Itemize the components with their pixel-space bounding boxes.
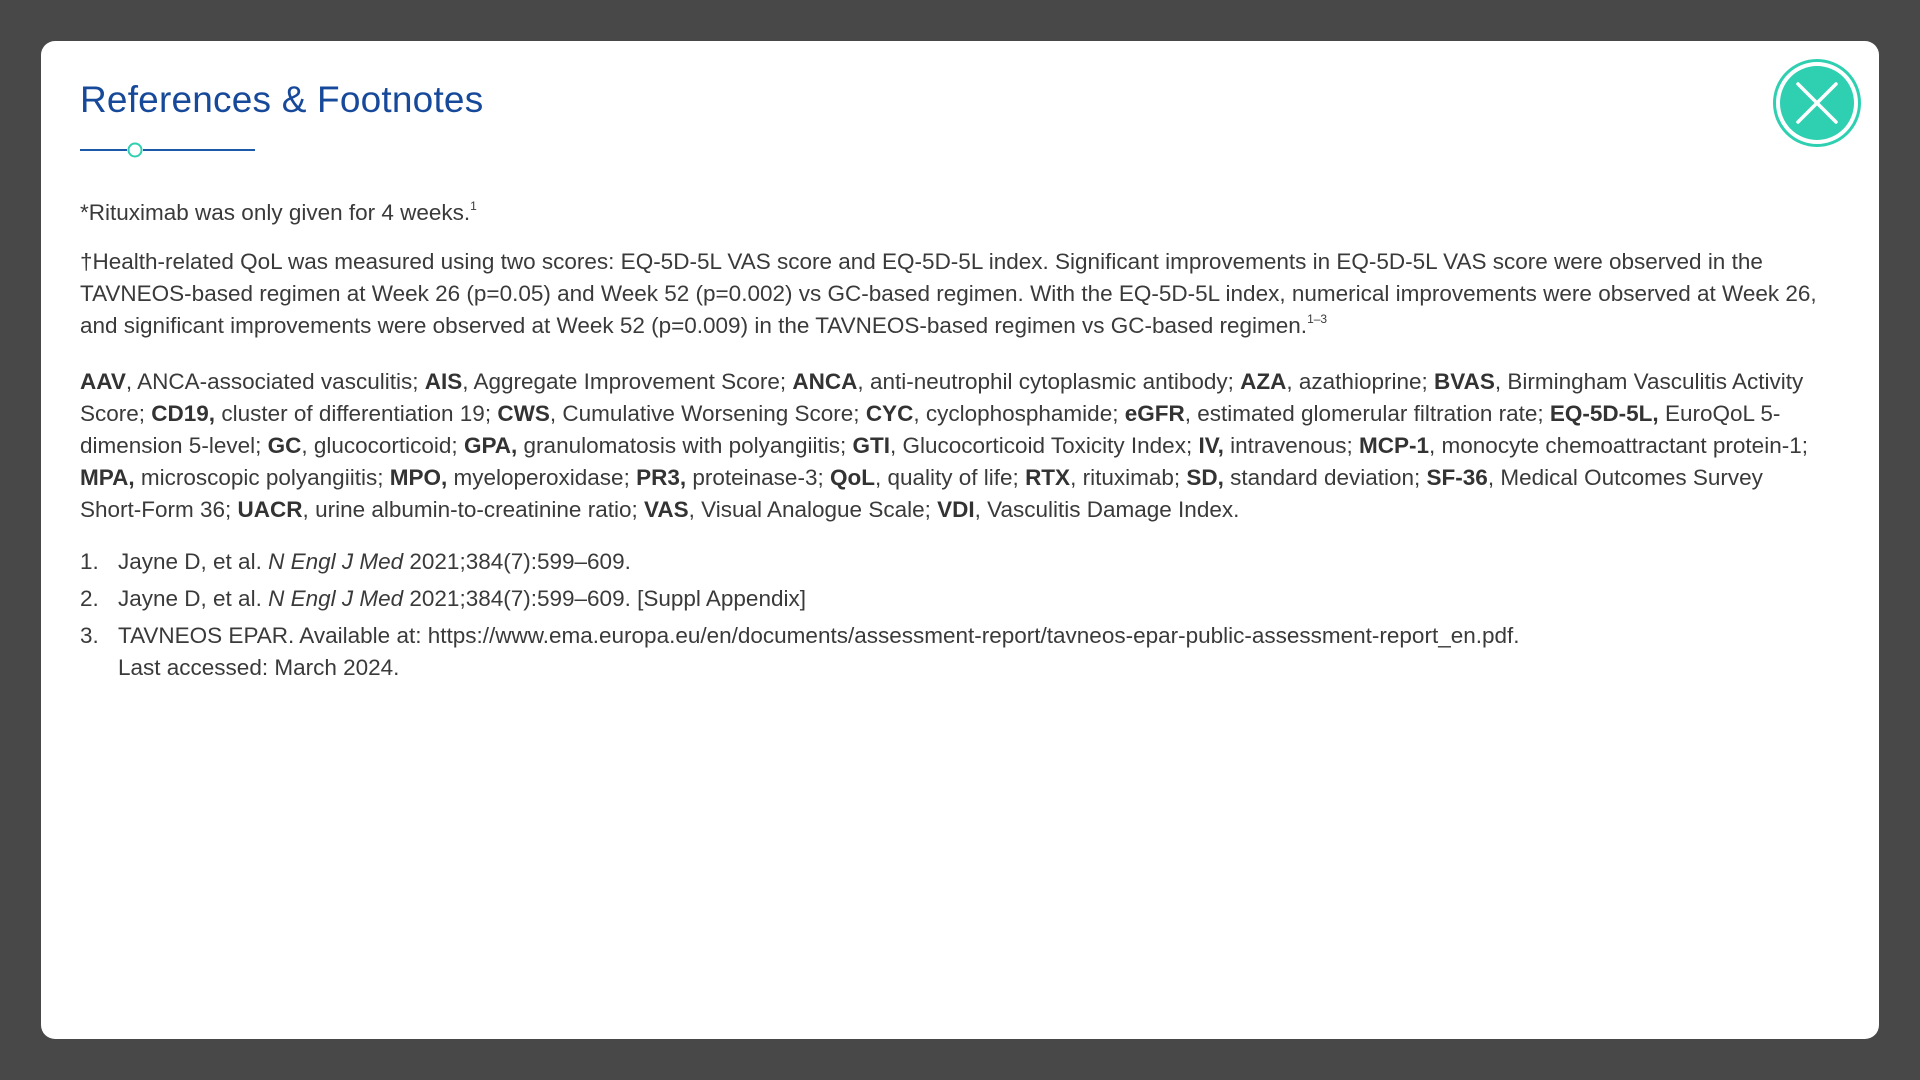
abbreviation-definition: rituximab; — [1082, 465, 1187, 490]
abbreviation-term: PR3, — [636, 465, 687, 490]
abbreviation-term: IV, — [1198, 433, 1224, 458]
abbreviation-term: BVAS — [1434, 369, 1495, 394]
reference-item: 3. TAVNEOS EPAR. Available at: https://www.ema.europa.eu/en/documents/assessment-report/tavneos-epar-public-assessment-report_en.pdf. Last accessed: March 2024. — [80, 623, 1520, 680]
abbreviation-definition: estimated glomerular filtration rate; — [1197, 401, 1550, 426]
abbreviation-term: AIS — [424, 369, 463, 394]
abbreviation-term: eGFR — [1124, 401, 1185, 426]
abbreviation-definition: microscopic polyangiitis; — [140, 465, 390, 490]
abbreviation-definition: , — [874, 465, 888, 490]
abbreviation-definition: , — [1429, 433, 1442, 458]
abbreviation-term: ANCA — [792, 369, 858, 394]
abbreviation-definition: standard deviation; — [1230, 465, 1427, 490]
abbreviation-term: UACR — [237, 497, 303, 522]
abbreviation-definition: , — [1286, 369, 1299, 394]
abbreviation-term: MPO, — [389, 465, 448, 490]
abbreviation-definition: Glucocorticoid Toxicity Index; — [902, 433, 1199, 458]
abbreviation-definition: ANCA-associated vasculitis; — [137, 369, 425, 394]
abbreviation-definition: , — [301, 433, 314, 458]
abbreviation-term: CD19, — [151, 401, 216, 426]
abbreviation-definition: , — [688, 497, 702, 522]
abbreviation-definition: , — [462, 369, 474, 394]
abbreviation-definition: , — [1494, 369, 1508, 394]
abbreviation-definition: intravenous; — [1230, 433, 1359, 458]
abbreviation-definition: Birmingham Vasculitis Activity Score; — [80, 369, 1804, 426]
abbreviation-term: CWS — [497, 401, 550, 426]
abbreviation-term: SF-36 — [1426, 465, 1488, 490]
abbreviation-definition: , — [857, 369, 870, 394]
abbreviation-definition: monocyte chemoattractant protein-1; — [1441, 433, 1808, 458]
reference-item: 2. Jayne D, et al. N Engl J Med 2021;384(7):599–609. [Suppl Appendix] — [80, 586, 806, 611]
abbreviation-definition: , — [1070, 465, 1083, 490]
abbreviation-term: GTI — [852, 433, 890, 458]
abbreviation-term: VAS — [643, 497, 689, 522]
abbreviation-definition: cyclophosphamide; — [925, 401, 1125, 426]
close-icon — [1780, 66, 1854, 140]
references-modal — [41, 41, 1879, 1039]
abbreviation-term: MPA, — [80, 465, 135, 490]
reference-item: 1. Jayne D, et al. N Engl J Med 2021;384(7):599–609. — [80, 549, 631, 574]
abbreviation-term: QoL — [829, 465, 875, 490]
abbreviation-definition: , — [1487, 465, 1501, 490]
abbreviation-definition: Aggregate Improvement Score; — [473, 369, 793, 394]
footnote-rituximab: *Rituximab was only given for 4 weeks.$^1$ — [80, 198, 477, 225]
abbreviation-term: EQ-5D-5L, — [1549, 401, 1659, 426]
abbreviation-definition: quality of life; — [887, 465, 1026, 490]
abbreviation-definition: urine albumin-to-creatinine ratio; — [315, 497, 644, 522]
abbreviation-definition: , — [125, 369, 138, 394]
abbreviation-term: CYC — [865, 401, 914, 426]
abbreviation-definition: , — [302, 497, 316, 522]
abbreviation-term: GPA, — [463, 433, 518, 458]
abbreviation-definition: myeloperoxidase; — [453, 465, 637, 490]
abbreviation-term: GC — [267, 433, 302, 458]
abbreviation-definition: Vasculitis Damage Index. — [987, 497, 1240, 522]
abbreviation-definition: Cumulative Worsening Score; — [562, 401, 866, 426]
abbreviation-definition: EuroQoL 5-dimension 5-level; — [80, 401, 1781, 458]
close-button[interactable] — [1773, 59, 1861, 147]
abbreviation-definition: Medical Outcomes Survey Short-Form 36; — [80, 465, 1763, 522]
abbreviation-definition: , — [549, 401, 563, 426]
title-divider — [80, 140, 255, 160]
abbreviation-term: RTX — [1025, 465, 1071, 490]
page-title: References & Footnotes — [80, 79, 484, 120]
abbreviation-term: AAV — [80, 369, 126, 394]
abbreviation-term: VDI — [937, 497, 975, 522]
abbreviation-definition: cluster of differentiation 19; — [221, 401, 498, 426]
abbreviation-definition: anti-neutrophil cytoplasmic antibody; — [869, 369, 1241, 394]
abbreviation-definition: , — [913, 401, 926, 426]
abbreviation-definition: , — [974, 497, 988, 522]
abbreviation-term: AZA — [1240, 369, 1287, 394]
abbreviation-term: MCP-1 — [1359, 433, 1430, 458]
abbreviations-list — [80, 366, 1830, 526]
abbreviation-term: SD, — [1186, 465, 1224, 490]
footnote-qol: †Health-related QoL was measured using two scores: EQ-5D-5L VAS score and EQ-5D-5L index. Significant improvements in EQ-5D-5L VAS score were observed in the TAVNEOS-based regimen at Week 26 (p=0.05) and Week 52 (p=0.002) vs GC-based regimen. With the EQ-5D-5L index, numerical improvements were observed at Week 26, and significant improvements were observed at Week 52 (p=0.009) in the TAVNEOS-based regimen vs GC-based regimen.$^{1-3}$ — [80, 249, 1817, 338]
reference-link[interactable]: TAVNEOS EPAR. Available at: https://www.ema.europa.eu/en/documents/assessment-report/tavneos-epar-public-assessment-report_en.pdf. — [118, 623, 1520, 648]
abbreviation-definition: glucocorticoid; — [313, 433, 464, 458]
references-list — [80, 546, 1830, 684]
abbreviation-definition: Visual Analogue Scale; — [701, 497, 938, 522]
abbreviation-definition: , — [889, 433, 903, 458]
abbreviation-definition: granulomatosis with polyangiitis; — [523, 433, 853, 458]
abbreviation-definition: proteinase-3; — [692, 465, 830, 490]
abbreviation-definition: , — [1184, 401, 1198, 426]
footnotes-content — [80, 197, 1830, 689]
abbreviation-definition: azathioprine; — [1298, 369, 1434, 394]
